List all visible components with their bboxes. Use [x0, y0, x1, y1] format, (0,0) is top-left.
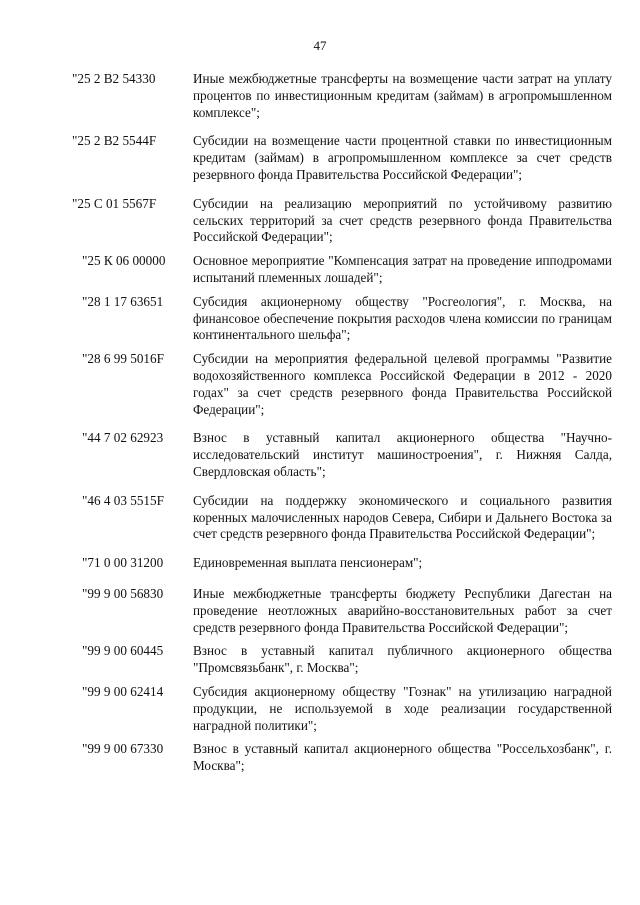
list-item — [0, 71, 640, 121]
list-item — [0, 294, 640, 344]
list-item — [0, 430, 640, 480]
list-item — [0, 586, 640, 636]
budget-code: "25 К 06 00000 — [82, 253, 166, 269]
budget-code-description: Субсидии на мероприятия федеральной целевой программы "Развитие водохозяйственного комплекса Российской Федерации в 2012 - 2020 годах" за счет средств резервного фонда Правительства Российской Федерации"; — [193, 351, 612, 417]
budget-code-description: Субсидия акционерному обществу "Росгеология", г. Москва, на финансовое обеспечение покрытия расходов члена комиссии по границам континентального шельфа"; — [193, 293, 612, 343]
budget-code: "25 2 B2 54330 — [72, 71, 156, 86]
budget-code-description: Взнос в уставный капитал публичного акционерного общества "Промсвязьбанк", г. Москва"; — [193, 643, 612, 676]
budget-code-description: Субсидии на реализацию мероприятий по устойчивому развитию сельских территорий за счет средств резервного фонда Правительства Российской Федерации"; — [193, 195, 612, 245]
budget-code: "28 6 99 5016F — [82, 351, 164, 367]
budget-code: "99 9 00 67330 — [82, 741, 164, 757]
budget-code: "99 9 00 62414 — [82, 683, 164, 699]
list-item — [0, 643, 640, 677]
budget-code-description: Единовременная выплата пенсионерам"; — [193, 555, 423, 571]
budget-code-description: Иные межбюджетные трансферты на возмещение части затрат на уплату процентов по инвестиционным кредитам (займам) в агропромышленном комплексе"; — [193, 71, 612, 120]
list-item — [0, 253, 640, 287]
budget-code-description: Иные межбюджетные трансферты бюджету Республики Дагестан на проведение неотложных аварийно-восстановительных работ за счет средств резервного фонда Правительства Российской Федерации"; — [193, 585, 612, 635]
budget-code-description: Субсидии на возмещение части процентной ставки по инвестиционным кредитам (займам) в агропромышленном комплексе за счет средств резервного фонда Правительства Российской Федерации"; — [193, 133, 612, 182]
budget-code-description: Взнос в уставный капитал акционерного общества "Научно-исследовательский институт машиностроения", г. Нижняя Салда, Свердловская область"; — [193, 430, 612, 479]
budget-code: "44 7 02 62923 — [82, 430, 164, 446]
budget-code: "99 9 00 56830 — [82, 585, 164, 601]
budget-code-list — [0, 71, 640, 775]
budget-code: "25 2 B2 5544F — [72, 133, 157, 149]
list-item — [0, 196, 640, 246]
budget-code: "71 0 00 31200 — [82, 555, 164, 571]
budget-code: "25 С 01 5567F — [72, 195, 157, 211]
budget-code-description: Основное мероприятие "Компенсация затрат на проведение ипподромами испытаний племенных лошадей"; — [193, 253, 612, 285]
budget-code-description: Взнос в уставный капитал акционерного общества "Россельхозбанк", г. Москва"; — [193, 741, 612, 774]
list-item — [0, 351, 640, 418]
list-item — [0, 555, 640, 572]
list-item — [0, 493, 640, 543]
list-item — [0, 133, 640, 183]
budget-code: "99 9 00 60445 — [82, 643, 164, 659]
list-item — [0, 684, 640, 734]
list-item — [0, 741, 640, 775]
budget-code: "46 4 03 5515F — [82, 492, 164, 508]
budget-code-description: Субсидии на поддержку экономического и социального развития коренных малочисленных народов Севера, Сибири и Дальнего Востока за счет средств резервного фонда Правительства Российской Федерации"; — [193, 492, 612, 542]
page-number: 47 — [313, 38, 327, 53]
budget-code-description: Субсидия акционерному обществу "Гознак" на утилизацию наградной продукции, не используемой в ходе реализации государственной наградной политики"; — [193, 683, 612, 733]
budget-code: "28 1 17 63651 — [82, 293, 164, 309]
